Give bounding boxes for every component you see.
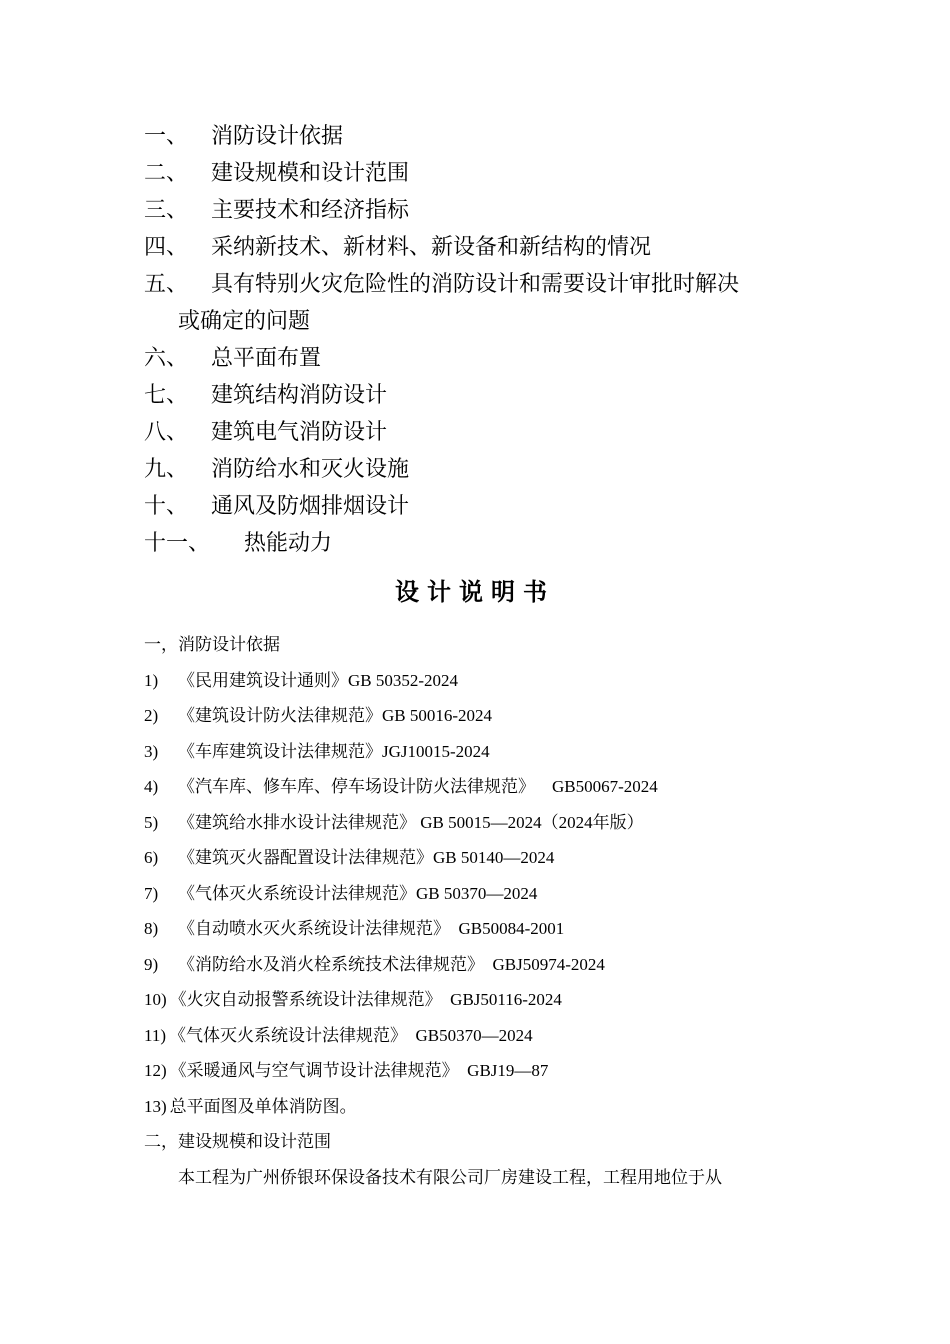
reference-number: 11) [144,1025,167,1045]
reference-number: 7) [144,883,159,903]
toc-text: 建筑电气消防设计 [211,420,388,445]
toc-item [144,340,824,377]
document-title: 设计说明书 [395,577,555,606]
reference-text: 《民用建筑设计通则》GB 50352-2024 [178,670,459,690]
reference-number: 12) [144,1061,167,1080]
reference-item [144,1053,824,1089]
toc-number: 二、 [144,161,189,186]
reference-number: 2) [144,706,159,725]
document-body [144,627,824,1195]
reference-item [144,805,824,841]
reference-number: 13) [144,1096,167,1116]
toc-text: 消防给水和灭火设施 [211,457,410,482]
toc-item [144,525,824,562]
reference-text: 《气体灭火系统设计法律规范》 GB50370—2024 [169,1025,533,1045]
toc-item [144,377,824,414]
reference-text: 《采暖通风与空气调节设计法律规范》 GBJ19—87 [169,1061,549,1080]
toc-item [144,229,824,266]
reference-text: 《建筑给水排水设计法律规范》 GB 50015—2024（2024年版） [178,812,644,832]
toc-text: 建设规模和设计范围 [211,161,410,186]
toc-text: 总平面布置 [211,346,322,371]
toc-text: 建筑结构消防设计 [211,383,388,408]
reference-item [144,1089,824,1125]
reference-item [144,663,824,699]
toc-number: 七、 [144,383,189,408]
reference-item [144,734,824,770]
reference-item [144,947,824,983]
section-heading-number: 一， [144,635,178,654]
toc-item [144,414,824,451]
toc-number: 十一、 [144,531,211,556]
toc-number: 三、 [144,198,189,223]
reference-item [144,1018,824,1054]
reference-text: 《汽车库、修车库、停车场设计防火法律规范》 GB50067-2024 [178,777,658,796]
toc-number: 六、 [144,346,189,371]
reference-number: 6) [144,848,159,867]
reference-number: 10) [144,990,167,1009]
toc-text: 具有特别火灾危险性的消防设计和需要设计审批时解决 [211,272,740,297]
toc-text: 消防设计依据 [211,124,344,149]
toc-text: 通风及防烟排烟设计 [211,494,410,519]
reference-text: 《建筑灭火器配置设计法律规范》GB 50140—2024 [178,848,555,867]
reference-text: 《消防给水及消火栓系统技术法律规范》 GBJ50974-2024 [178,954,605,974]
toc-item [144,266,824,303]
toc-item [144,118,824,155]
reference-text: 《建筑设计防火法律规范》GB 50016-2024 [178,706,493,725]
toc-number: 十、 [144,494,189,519]
reference-number: 5) [144,812,159,832]
toc-item [144,488,824,525]
reference-item [144,876,824,912]
reference-text: 《气体灭火系统设计法律规范》GB 50370—2024 [178,883,538,903]
reference-text: 《自动喷水灭火系统设计法律规范》 GB50084-2001 [178,919,565,938]
toc-number: 四、 [144,235,189,260]
reference-item [144,911,824,947]
section-heading: 二，建设规模和设计范围 [144,1132,331,1151]
table-of-contents [144,118,824,562]
section-heading-text: 消防设计依据 [178,635,280,654]
reference-number: 8) [144,919,159,938]
toc-number: 八、 [144,420,189,445]
toc-item [144,155,824,192]
toc-item [144,451,824,488]
reference-text: 《火灾自动报警系统设计法律规范》 GBJ50116-2024 [169,990,562,1009]
reference-item [144,698,824,734]
toc-text: 采纳新技术、新材料、新设备和新结构的情况 [211,235,652,260]
toc-number: 五、 [144,272,189,297]
reference-item [144,769,824,805]
reference-text: 总平面图及单体消防图。 [169,1096,357,1116]
reference-item [144,982,824,1018]
toc-number: 一、 [144,124,189,149]
reference-number: 3) [144,741,159,761]
reference-item [144,840,824,876]
body-paragraph: 本工程为广州侨银环保设备技术有限公司厂房建设工程，工程用地位于从 [178,1167,722,1187]
reference-number: 9) [144,954,159,974]
toc-text: 热能动力 [244,531,333,556]
toc-text: 主要技术和经济指标 [211,198,410,223]
toc-item [144,192,824,229]
reference-number: 4) [144,777,159,796]
reference-text: 《车库建筑设计法律规范》JGJ10015-2024 [178,741,490,761]
section-heading [144,627,824,663]
reference-number: 1) [144,670,159,690]
toc-number: 九、 [144,457,189,482]
toc-continuation: 或确定的问题 [178,309,311,334]
